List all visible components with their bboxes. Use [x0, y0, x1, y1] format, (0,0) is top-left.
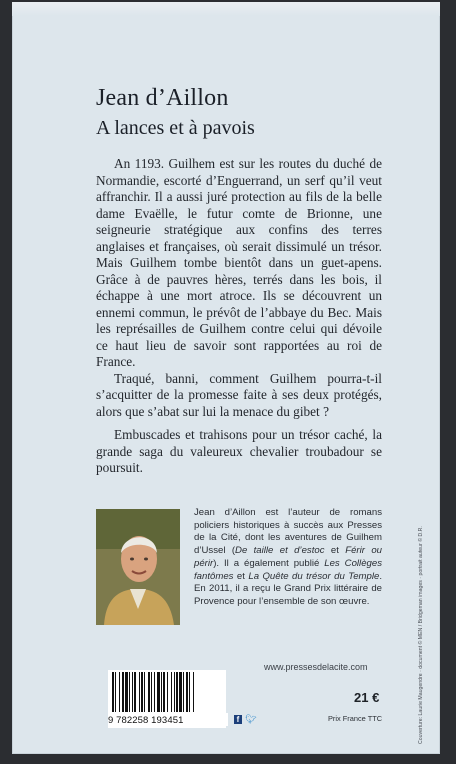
blurb-paragraph: Embuscades et trahisons pour un trésor caché, la grande saga du valeureux chevalier troubadour se poursuit.: [96, 427, 382, 475]
facebook-icon: f: [234, 715, 242, 724]
barcode-bar: [186, 672, 188, 712]
barcode-bar: [132, 672, 133, 712]
bio-text: ). Il a également publié: [213, 557, 325, 569]
barcode-bar: [154, 672, 155, 712]
blurb-paragraph: Traqué, banni, comment Guilhem pourra-t-il s’acquitter de la promesse faite à ses deux protégés, alors que s’abat sur lui la menace du gibet ?: [96, 370, 382, 419]
barcode-bar: [183, 672, 184, 712]
barcode-bar: [157, 672, 160, 712]
isbn-digits: 9 782258 193451: [108, 713, 228, 726]
price: 21 €: [354, 690, 380, 705]
social-icons: [234, 714, 256, 725]
barcode-bar: [167, 672, 168, 712]
blurb: [96, 156, 382, 477]
barcode-bar: [161, 672, 162, 712]
barcode-bar: [112, 672, 114, 712]
bio-text: et: [233, 570, 249, 582]
bio-text: et: [324, 545, 346, 557]
barcode-bar: [189, 672, 190, 712]
barcode-bar: [144, 672, 145, 712]
barcode-bar: [134, 672, 136, 712]
barcode-bar: [115, 672, 116, 712]
price-label: Prix France TTC: [328, 714, 383, 723]
barcode-bar: [129, 672, 130, 712]
bio-book-title: De taille et d’estoc: [235, 545, 325, 557]
author-portrait: [96, 509, 180, 625]
barcode-bar: [179, 672, 182, 712]
publisher-website: www.pressesdelacite.com: [264, 662, 368, 672]
cover-credits: Couverture: Laurie Maugendre · document © MEN / Bridgeman images · portrait auteur © D.R.: [418, 526, 424, 744]
book-title: A lances et à pavois: [96, 117, 255, 139]
bio-text: . En 2011, il a reçu le Grand Prix littéraire de Provence pour l’ensemble de son œuvre.: [194, 570, 383, 607]
barcode-bar: [163, 672, 165, 712]
barcode-bar: [125, 672, 128, 712]
blurb-paragraph: An 1193. Guilhem est sur les routes du duché de Normandie, escorté d’Enguerrand, un serf qu’il veut affranchir. Il a aussi juré protection au fils de la belle dame Evaëlle, le futur comte de Brionne, une seigneurie stratégique aux confins des terres anglaises et françaises, où serait dissimulé un trésor. Mais Guilhem tombe bientôt dans un guet-apens. Grâce à de pauvres hères, terrés dans les bois, il échappe à une mort atroce. Ils se découvrent un ennemi commun, le prévôt de l’abbaye du Bec. Mais les représailles de Guilhem contre celui qui dévoile ce haut lieu de savoir sont rapportées au roi de France.: [96, 156, 382, 369]
barcode-bar: [122, 672, 124, 712]
barcode-bar: [139, 672, 140, 712]
barcode-bar: [171, 672, 172, 712]
barcode-bar: [141, 672, 143, 712]
bio-book-title: La Quête du trésor du Temple: [248, 570, 380, 582]
barcode-bar: [174, 672, 175, 712]
barcode-bar: [193, 672, 194, 712]
twitter-icon: 🐦︎: [245, 714, 257, 724]
author-photo: [96, 509, 180, 625]
book-back-cover: [12, 2, 440, 754]
barcode-bars: [108, 670, 226, 714]
author-name: Jean d’Aillon: [96, 85, 229, 111]
barcode-bar: [176, 672, 178, 712]
bio-text: Jean d’Aillon est l’auteur de romans policiers historiques à succès aux Presses de la Cité, dont les aventures de Guilhem d’Ussel (: [194, 507, 382, 557]
barcode-bar: [148, 672, 150, 712]
barcode-bar: [151, 672, 152, 712]
bio-book-title: Férir ou périr: [194, 545, 382, 569]
author-bio: [194, 507, 382, 609]
barcode-bar: [119, 672, 120, 712]
bio-book-title: Les Collèges fantômes: [194, 557, 382, 582]
